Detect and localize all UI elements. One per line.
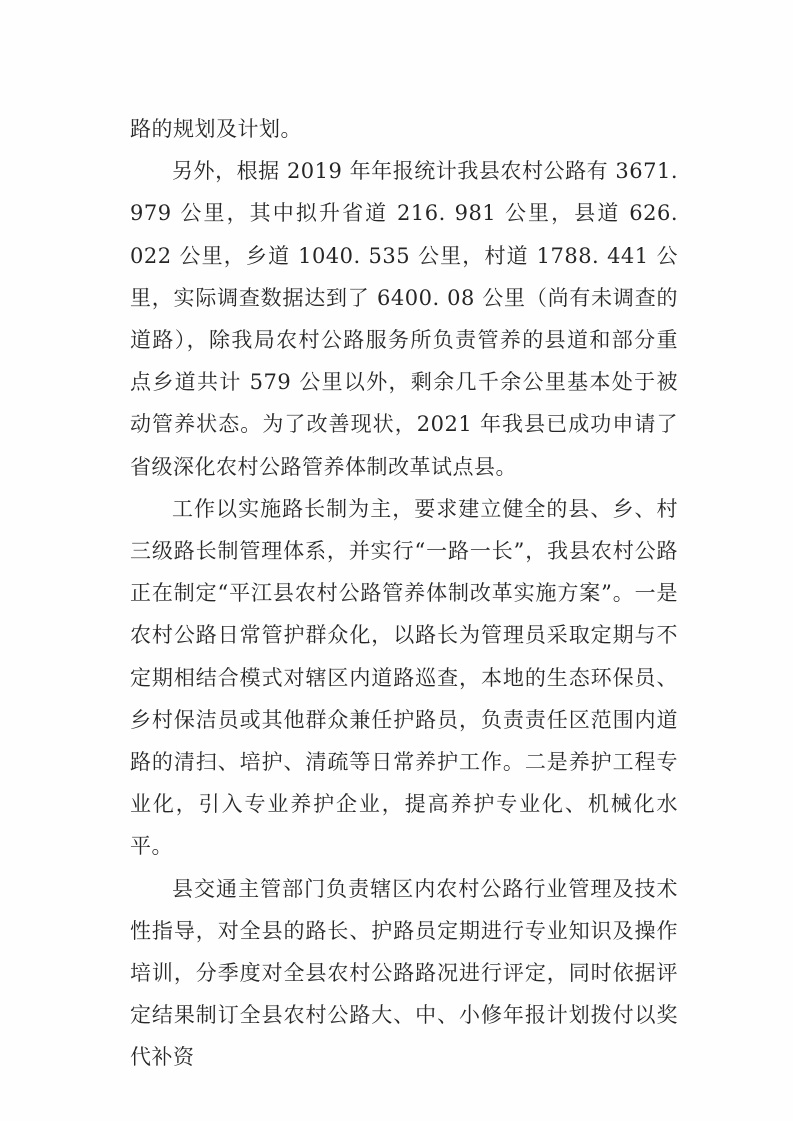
document-body xyxy=(130,108,678,1079)
paragraph-transport-department: 县交通主管部门负责辖区内农村公路行业管理及技术性指导，对全县的路长、护路员定期进行专业知识及操作培训，分季度对全县农村公路路况进行评定，同时依据评定结果制订全县农村公路大、中、小修年报计划拨付以奖代补资 xyxy=(130,876,678,1070)
paragraph-continuation: 路的规划及计划。 xyxy=(130,117,302,141)
paragraph-road-statistics: 另外，根据 2019 年年报统计我县农村公路有 3671. 979 公里，其中拟升省道 216. 981 公里，县道 626. 022 公里，乡道 1040. 535 公里，村道 1788. 441 公里，实际调查数据达到了 6400. 08 公里（尚有未调查的道路），除我局农村公路服务所负责管养的县道和部分重点乡道共计 579 公里以外，剩余几千余公里基本处于被动管养状态。为了改善现状，2021 年我县已成功申请了省级深化农村公路管养体制改革试点县。 xyxy=(130,159,678,479)
paragraph-road-chief-system: 工作以实施路长制为主，要求建立健全的县、乡、村三级路长制管理体系，并实行“一路一长”，我县农村公路正在制定“平江县农村公路管养体制改革实施方案”。一是农村公路日常管护群众化，以路长为管理员采取定期与不定期相结合模式对辖区内道路巡查，本地的生态环保员、乡村保洁员或其他群众兼任护路员，负责责任区范围内道路的清扫、培护、清疏等日常养护工作。二是养护工程专业化，引入专业养护企业，提高养护专业化、机械化水平。 xyxy=(130,496,678,859)
